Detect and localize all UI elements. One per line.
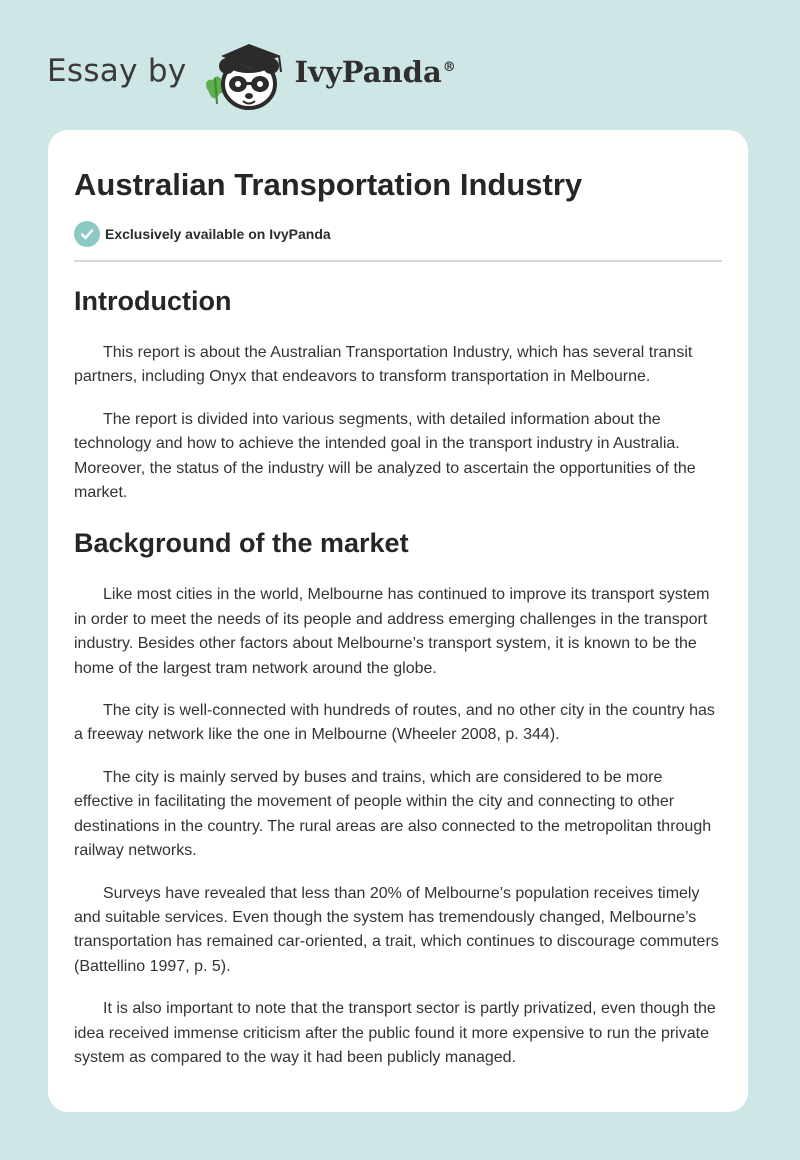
paragraph: The report is divided into various segments, with detailed information about the technology and how to achieve the intended goal in the transport industry in Australia. Moreover, the status of the industry will be analyzed to ascertain the opportunities of the market. bbox=[74, 410, 696, 502]
paragraph: The city is well-connected with hundreds of routes, and no other city in the country has a freeway network like the one in Melbourne (Wheeler 2008, p. 344). bbox=[74, 702, 715, 744]
registered-mark: ® bbox=[442, 60, 456, 76]
paragraph: This report is about the Australian Transportation Industry, which has several transit partners, including Onyx that endeavors to transform transportation in Melbourne. bbox=[74, 344, 693, 386]
panda-logo-icon bbox=[201, 34, 291, 114]
brand-header bbox=[47, 34, 456, 114]
brand-prefix: Essay by bbox=[47, 53, 187, 89]
page-title: Australian Transportation Industry bbox=[74, 167, 583, 202]
exclusive-badge bbox=[74, 221, 331, 247]
paragraph: Like most cities in the world, Melbourne has continued to improve its transport system in order to meet the needs of its people and address emerging challenges in the transport industry. Besides other factors about Melbourne’s transport system, it is known to be the home of the largest tram network around the globe. bbox=[74, 586, 710, 677]
paragraph: It is also important to note that the transport sector is partly privatized, even though the idea received immense criticism after the public found it more expensive to run the private system as compared to the way it had been publicly managed. bbox=[74, 1000, 716, 1066]
check-icon bbox=[74, 221, 100, 247]
section-heading-background: Background of the market bbox=[74, 528, 409, 559]
essay-card bbox=[48, 130, 748, 1112]
badge-label: Exclusively available on IvyPanda bbox=[105, 226, 331, 242]
section-heading-introduction: Introduction bbox=[74, 286, 232, 316]
brand-name: IvyPanda® bbox=[294, 55, 456, 89]
divider bbox=[74, 260, 722, 262]
paragraph: Surveys have revealed that less than 20% of Melbourne’s population receives timely and suitable services. Even though the system has tremendously changed, Melbourne’s transportation has remained car-oriented, a trait, which continues to discourage commuters (Battellino 1997, p. 5). bbox=[74, 884, 719, 975]
paragraph: The city is mainly served by buses and trains, which are considered to be more effective in facilitating the movement of people within the city and connecting to other destinations in the country. The rural areas are also connected to the metropolitan through railway networks. bbox=[74, 768, 712, 860]
essay-body bbox=[74, 281, 722, 1088]
